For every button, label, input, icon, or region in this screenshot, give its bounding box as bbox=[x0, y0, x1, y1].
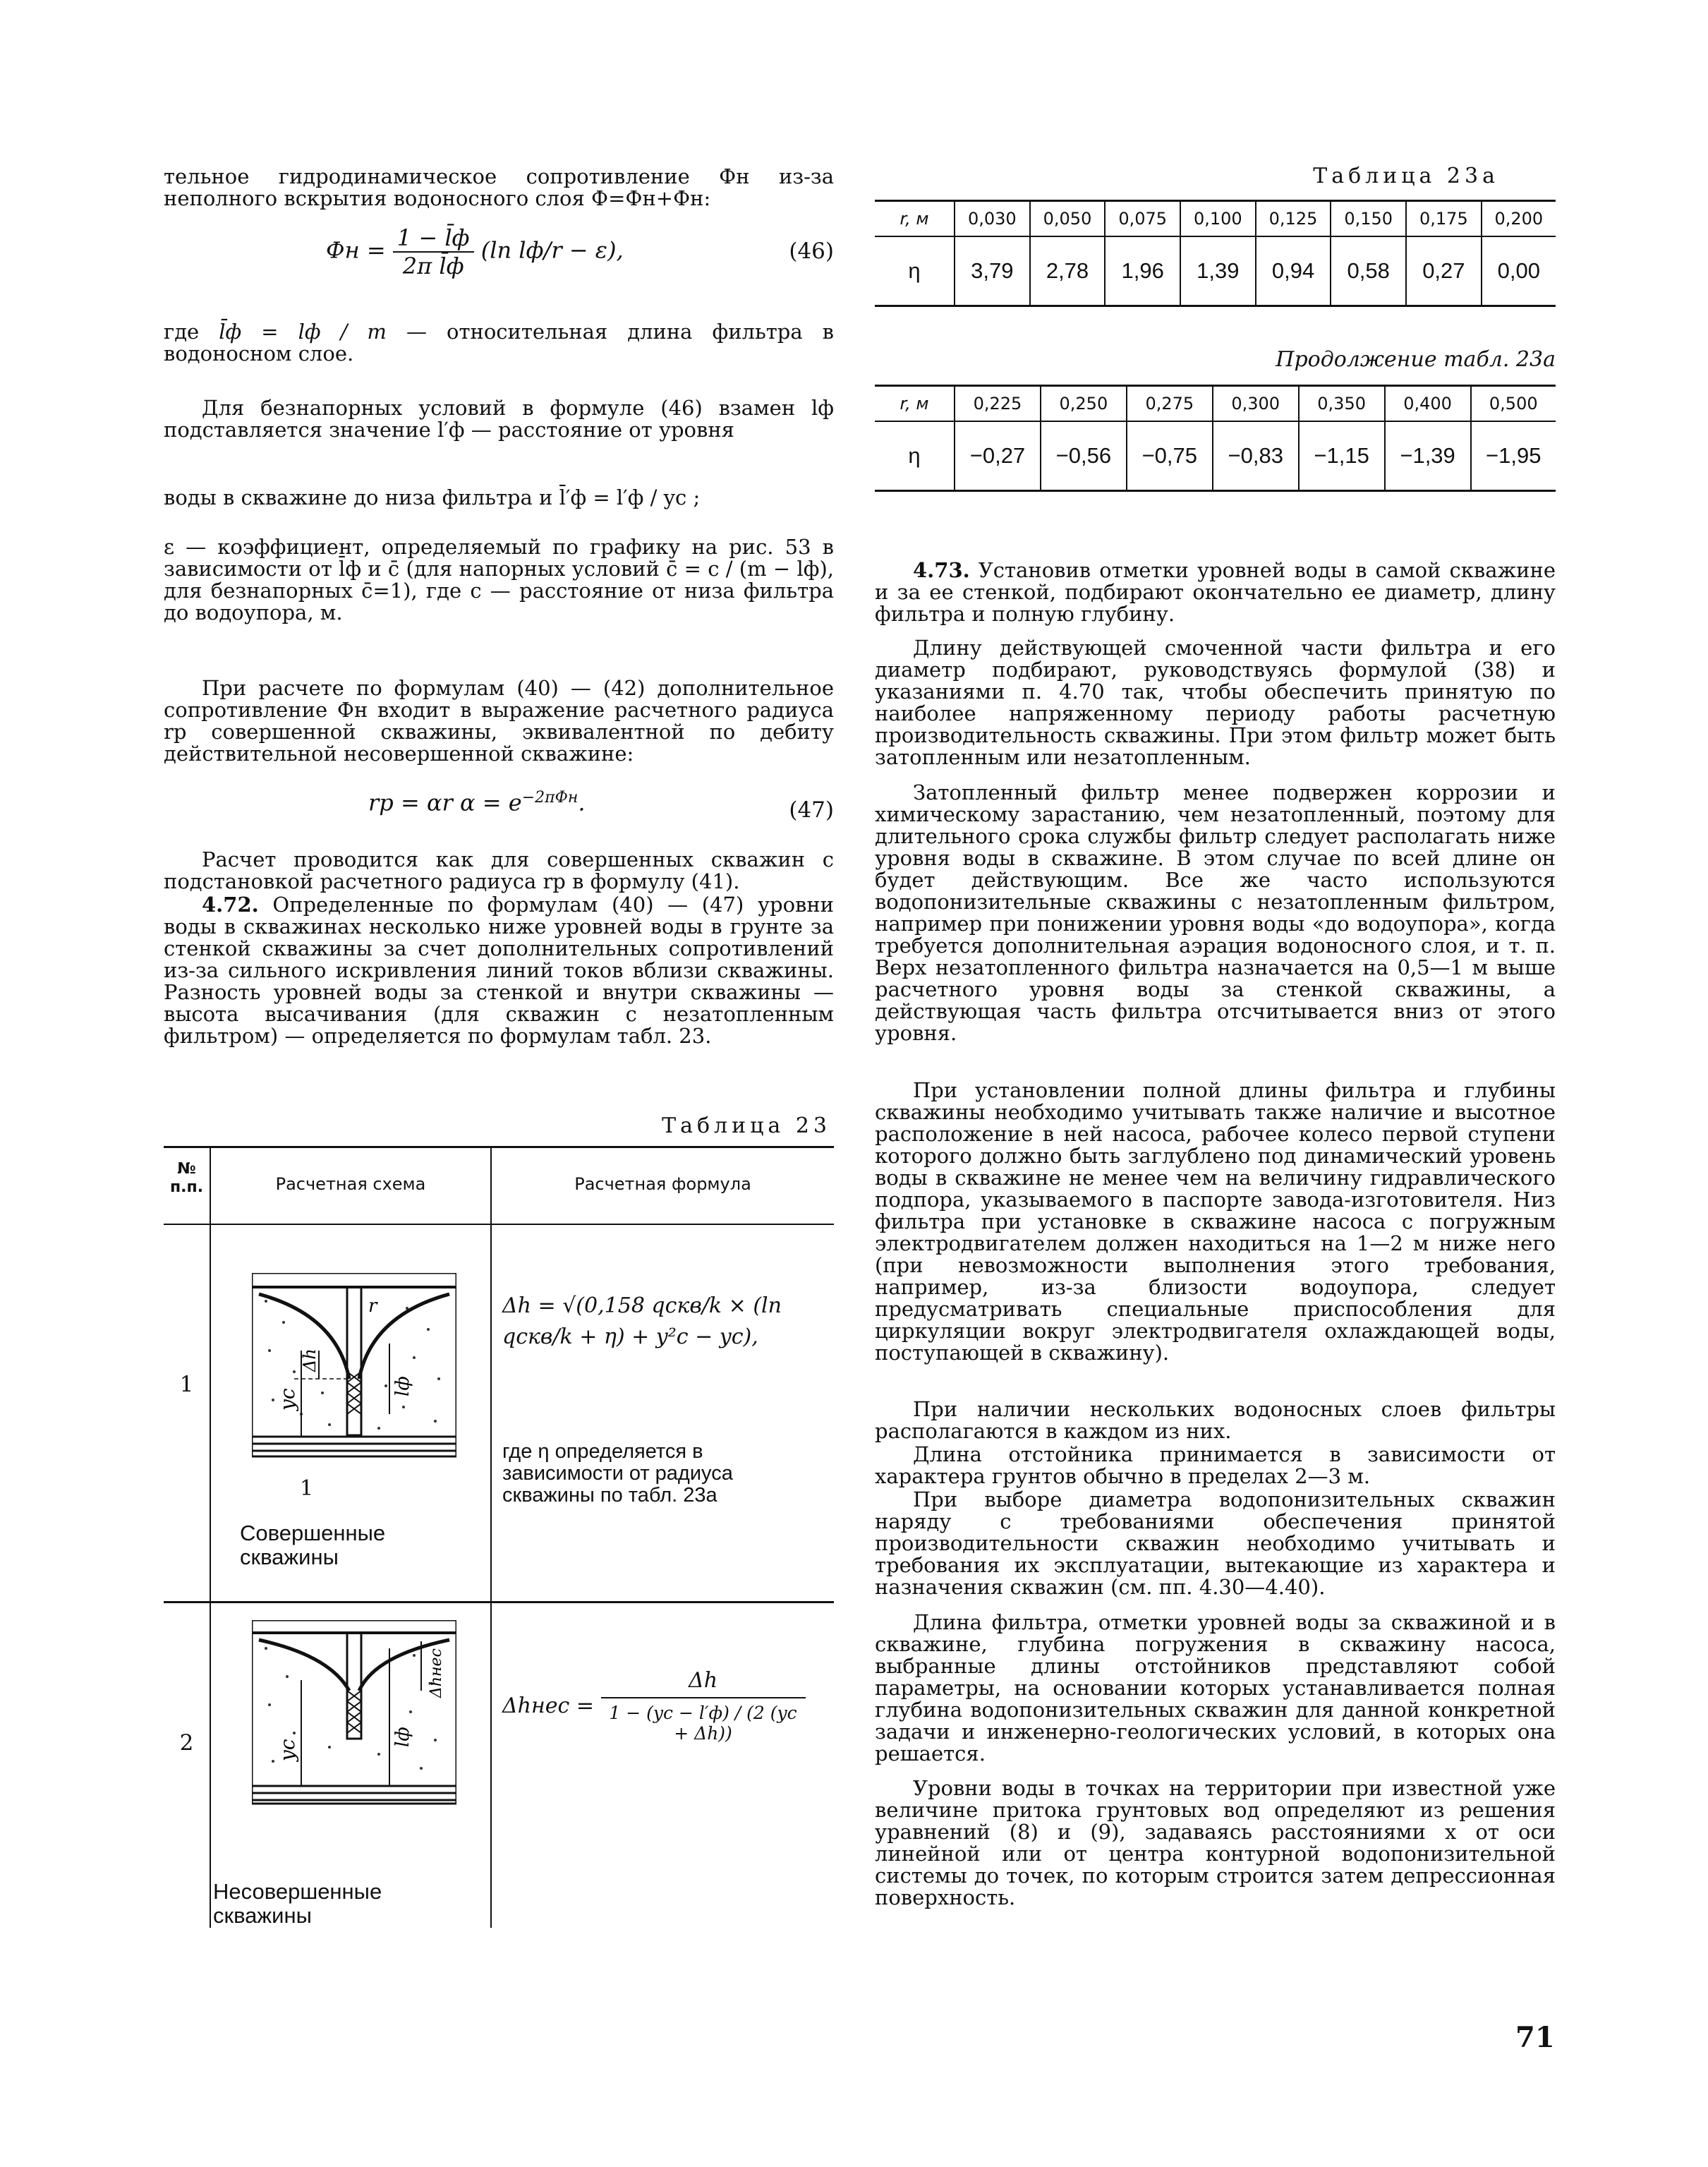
t23a-r-cell: 0,050 bbox=[1030, 202, 1106, 236]
t23a-r-cell: 0,075 bbox=[1105, 202, 1180, 236]
scheme-2-label: Несовершенные скважины bbox=[213, 1879, 382, 1928]
epsilon-paragraph: ε — коэффициент, определяемый по графику на рис. 53 в зависимости от l̄ф и c̄ (для напорных условий c̄ = c / (m − lф), для безнапорных c̄=1), где c — расстояние от низа фильтра до водоупора, м. bbox=[164, 535, 834, 624]
eq46-tail: (ln lф/r − ε), bbox=[480, 236, 624, 264]
where-desc: — относительная длина фильтра в водоносном слое. bbox=[164, 320, 835, 366]
t23a-cont-r-cell: 0,275 bbox=[1127, 387, 1213, 421]
formula-row1-note: где η определяется в зависимости от радиуса скважины по табл. 23а bbox=[502, 1440, 733, 1507]
table-23a bbox=[875, 200, 1556, 307]
t23a-eta-cell: 0,94 bbox=[1256, 236, 1331, 305]
svg-text:Δh: Δh bbox=[300, 1348, 320, 1372]
t23-header-scheme: Расчетная схема bbox=[275, 1174, 426, 1194]
formula-row2 bbox=[502, 1668, 827, 1744]
t23a-cont-r-label: r, м bbox=[900, 394, 929, 414]
table23a-caption: Таблица 23а bbox=[1313, 164, 1499, 188]
t23a-cont-eta-cell: −1,95 bbox=[1471, 421, 1556, 490]
t23a-cont-r-row bbox=[875, 387, 1556, 421]
where-prefix: где bbox=[164, 320, 200, 344]
t23a-r-label: r, м bbox=[900, 209, 929, 229]
t23a-cont-grid bbox=[875, 387, 1556, 490]
section-472 bbox=[164, 894, 834, 1047]
paragraph-diameter: При выборе диаметра водопонизительных скважин наряду с требованиями обеспечения принятой производительности скважин необходимо учитывать и требования их эксплуатации, вытекающие из характера и назначения скважин (см. пп. 4.30—4.40). bbox=[875, 1487, 1556, 1599]
t23a-r-cell: 0,030 bbox=[955, 202, 1030, 236]
t23a-cont-eta-row bbox=[875, 421, 1556, 490]
formula-row2-fraction bbox=[601, 1668, 806, 1744]
calc-paragraph: При расчете по формулам (40) — (42) дополнительное сопротивление Фн входит в выражение расчетного радиуса rр совершенной скважины, эквивалентной по дебиту действительной несовершенной скважине: bbox=[164, 676, 834, 766]
t23a-cont-top-rule bbox=[875, 385, 1556, 387]
svg-text:yc: yc bbox=[276, 1388, 299, 1411]
intro-paragraph: тельное гидродинамическое сопротивление Фн из-за неполного вскрытия водоносного слоя Ф=Фн+Фн: bbox=[164, 164, 834, 210]
t23a-cont-eta-cell: −0,75 bbox=[1127, 421, 1213, 490]
svg-text:Δhнес: Δhнес bbox=[428, 1648, 445, 1698]
svg-text:yc: yc bbox=[276, 1739, 299, 1761]
paragraph-flooded-filter: Затопленный фильтр менее подвержен коррозии и химическому зарастанию, чем незатопленный, поэтому для длительного срока службы фильтр следует располагать ниже уровня воды в скважине. В этом случае по всей длине он будет действующим. Все же часто используются водопонизительные скважины с незатопленным фильтром, например при понижении уровня воды «до водоупора», когда требуется дополнительная аэрация водоносного слоя, и т. п. Верх незатопленного фильтра назначается на 0,5—1 м выше расчетного уровня воды за стенкой скважины, а действующая часть фильтра отсчитывается вниз от этого уровня. bbox=[875, 780, 1556, 1045]
eq47-exp: −2πФн bbox=[521, 789, 579, 807]
equation-47 bbox=[368, 789, 586, 816]
t23-header-formula: Расчетная формула bbox=[574, 1174, 751, 1194]
t23a-cont-r-cell: 0,500 bbox=[1471, 387, 1556, 421]
page-number: 71 bbox=[1515, 2021, 1555, 2054]
t23a-cont-r-cell: 0,400 bbox=[1385, 387, 1471, 421]
t23-row2-no: 2 bbox=[179, 1730, 194, 1756]
where-lf bbox=[164, 321, 834, 365]
unconfined-paragraph-2: воды в скважине до низа фильтра и l̄′ф = l′ф / yс ; bbox=[164, 485, 701, 509]
t23-header-no: № п.п. bbox=[169, 1160, 204, 1196]
equation-46 bbox=[326, 224, 624, 279]
paragraph-filter-length: Длину действующей смоченной части фильтра и его диаметр подбирают, руководствуясь формулой (38) и указаниями п. 4.70 так, чтобы обеспечить принятую по наиболее напряженному периоду работы расчетную производительность скважины. При этом фильтр может быть затопленным или незатопленным. bbox=[875, 636, 1556, 769]
t23a-cont-eta-label: η bbox=[908, 443, 921, 468]
t23a-bottom-rule bbox=[875, 305, 1556, 307]
t23a-eta-cell: 1,39 bbox=[1180, 236, 1256, 305]
t23a-cont-eta-cell: −1,15 bbox=[1299, 421, 1385, 490]
t23a-eta-cell: 1,96 bbox=[1105, 236, 1180, 305]
t23a-r-row bbox=[875, 202, 1556, 236]
t23-vline-1 bbox=[210, 1146, 211, 1928]
t23-row-rule bbox=[164, 1601, 834, 1603]
t23a-cont-r-cell: 0,225 bbox=[955, 387, 1041, 421]
t23a-eta-label: η bbox=[908, 258, 921, 283]
eq47-number: (47) bbox=[789, 797, 834, 823]
svg-text:r: r bbox=[368, 1296, 377, 1317]
paragraph-several-layers: При наличии нескольких водоносных слоев фильтры располагаются в каждом из них. bbox=[875, 1397, 1556, 1443]
t23a-eta-row bbox=[875, 236, 1556, 305]
t23a-eta-cell: 0,58 bbox=[1331, 236, 1406, 305]
table23-caption: Таблица 23 bbox=[662, 1113, 831, 1138]
t23a-cont-eta-cell: −0,83 bbox=[1213, 421, 1299, 490]
t23a-r-cell: 0,125 bbox=[1256, 202, 1331, 236]
t23a-grid bbox=[875, 202, 1556, 305]
t23-header-rule bbox=[164, 1224, 834, 1225]
unconfined-paragraph: Для безнапорных условий в формуле (46) взамен lф подставляется значение l′ф — расстояние от уровня bbox=[164, 396, 834, 442]
t23a-eta-cell: 0,00 bbox=[1482, 236, 1556, 305]
scheme-1-diagram bbox=[252, 1273, 456, 1485]
formula-row2-num: Δh bbox=[601, 1668, 806, 1698]
table-23a-continued bbox=[875, 385, 1556, 492]
section-473-text: Установив отметки уровней воды в самой скважине и за ее стенкой, подбирают окончательно ее диаметр, длину фильтра и полную глубину. bbox=[875, 558, 1556, 626]
t23a-r-cell: 0,100 bbox=[1180, 202, 1256, 236]
t23a-cont-r-cell: 0,250 bbox=[1041, 387, 1127, 421]
t23a-r-cell: 0,200 bbox=[1482, 202, 1556, 236]
t23a-top-rule bbox=[875, 200, 1556, 202]
t23a-r-cell: 0,150 bbox=[1331, 202, 1406, 236]
scheme-1-mark: 1 bbox=[300, 1476, 314, 1501]
where-expr: l̄ф = lф / m bbox=[219, 320, 387, 344]
t23-row1-no: 1 bbox=[179, 1372, 194, 1397]
t23a-cont-r-cell: 0,350 bbox=[1299, 387, 1385, 421]
t23-top-rule bbox=[164, 1146, 834, 1148]
section-473 bbox=[875, 560, 1556, 625]
eq47-expr: rр = αr α = e bbox=[368, 789, 522, 816]
svg-text:lф: lф bbox=[392, 1727, 413, 1747]
section-473-number: 4.73. bbox=[913, 558, 970, 582]
eq46-num: 1 − l̄ф bbox=[393, 224, 474, 253]
t23-vline-2 bbox=[490, 1146, 492, 1928]
formula-row2-lhs: Δhнес = bbox=[502, 1694, 594, 1718]
t23a-cont-eta-cell: −0,27 bbox=[955, 421, 1041, 490]
t23a-cont-eta-cell: −0,56 bbox=[1041, 421, 1127, 490]
t23a-r-cell: 0,175 bbox=[1406, 202, 1482, 236]
scheme-2-diagram bbox=[252, 1620, 456, 1825]
table23a-cont-caption: Продолжение табл. 23а bbox=[1276, 347, 1556, 372]
formula-row2-den: 1 − (yс − l′ф) / (2 (yс + Δh)) bbox=[609, 1703, 797, 1744]
section-472-text: Определенные по формулам (40) — (47) уровни воды в скважинах несколько ниже уровней воды в грунте за стенкой скважины за счет дополнительных сопротивлений из-за сильного искривления линий токов вблизи скважины. Разность уровней воды за стенкой и внутри скважины — высота высачивания (для скважин с незатопленным фильтром) — определяется по формулам табл. 23. bbox=[164, 893, 835, 1048]
t23a-cont-bottom-rule bbox=[875, 490, 1556, 492]
section-472-number: 4.72. bbox=[202, 893, 259, 917]
svg-text:lф: lф bbox=[392, 1376, 413, 1396]
t23a-eta-cell: 2,78 bbox=[1030, 236, 1106, 305]
paragraph-water-levels: Уровни воды в точках на территории при известной уже величине притока грунтовых вод определяют из решения уравнений (8) и (9), задаваясь расстояниями x от оси линейной или от центра контурной водопонизительной системы до точек, по которым строится затем депрессионная поверхность. bbox=[875, 1776, 1556, 1909]
paragraph-sump: Длина отстойника принимается в зависимости от характера грунтов обычно в пределах 2—3 м. bbox=[875, 1442, 1556, 1488]
eq47-tail: . bbox=[578, 789, 586, 816]
t23a-cont-eta-cell: −1,39 bbox=[1385, 421, 1471, 490]
t23a-cont-r-cell: 0,300 bbox=[1213, 387, 1299, 421]
scheme-1-label: Совершенные скважины bbox=[240, 1521, 386, 1569]
t23a-eta-cell: 3,79 bbox=[955, 236, 1030, 305]
calc-paragraph-2: Расчет проводится как для совершенных скважин с подстановкой расчетного радиуса rр в формулу (41). bbox=[164, 847, 834, 893]
formula-row1: Δh = √(0,158 qскв/k × (ln qскв/k + η) + y²с − yс), bbox=[502, 1293, 782, 1349]
eq46-fraction bbox=[393, 224, 474, 279]
table-23 bbox=[164, 1146, 834, 1928]
paragraph-pump: При установлении полной длины фильтра и глубины скважины необходимо учитывать также наличие и высотное расположение в ней насоса, рабочее колесо первой ступени которого должно быть заглублено под динамический уровень воды в скважине не менее чем на величину гидравлического подпора, указываемого в паспорте завода-изготовителя. Низ фильтра при установке в скважине насоса с погружным электродвигателем должен находиться на 1—2 м ниже него (при невозможности выполнения этого требования, например, из-за близости водоупора, следует предусматривать специальные приспособления для циркуляции вокруг электродвигателя охлаждающей воды, поступающей в скважину). bbox=[875, 1078, 1556, 1365]
eq46-lhs: Фн = bbox=[326, 236, 386, 264]
t23a-eta-cell: 0,27 bbox=[1406, 236, 1482, 305]
eq46-number: (46) bbox=[789, 239, 834, 264]
eq46-den: 2π l̄ф bbox=[402, 253, 464, 279]
paragraph-parameters: Длина фильтра, отметки уровней воды за скважиной и в скважине, глубина погружения в скважину насоса, выбранные длины отстойников представляют собой параметры, на основании которых устанавливается полная глубина водопонизительных скважин для данной конкретной задачи и инженерно-геологических условий, в которых она решается. bbox=[875, 1610, 1556, 1765]
